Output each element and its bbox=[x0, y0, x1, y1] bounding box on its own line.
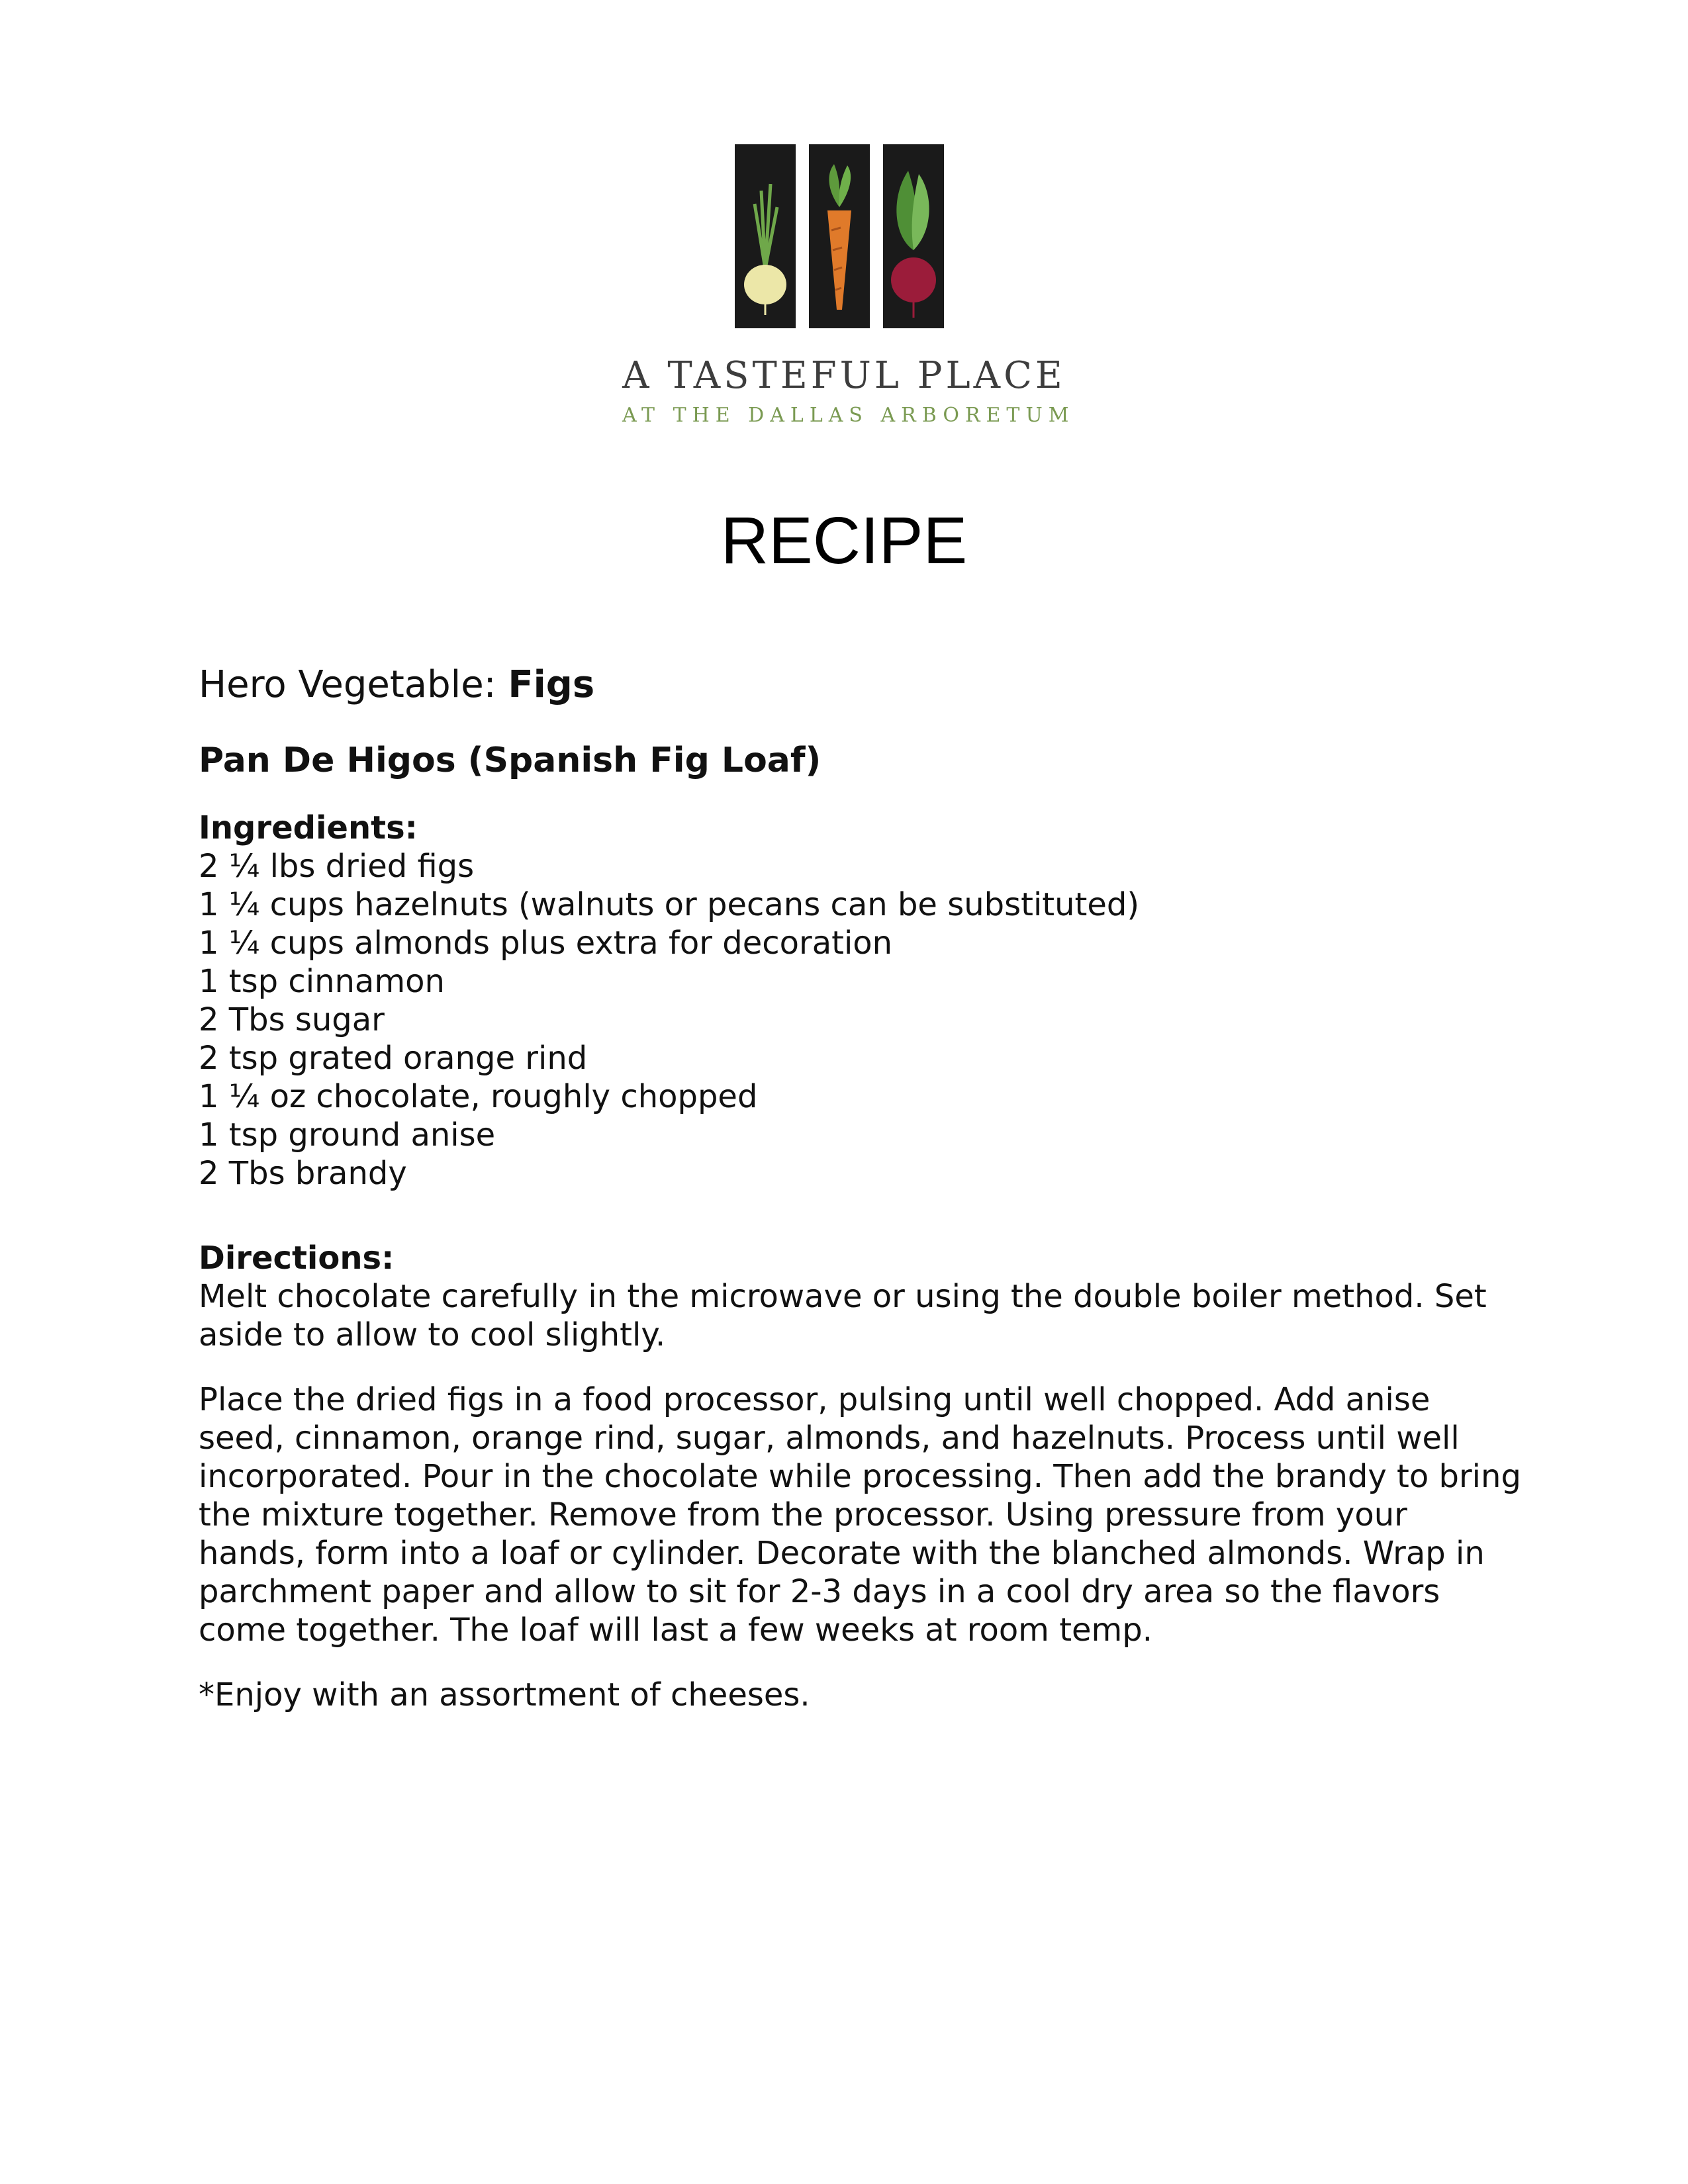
ingredient-item: 1 tsp ground anise bbox=[199, 1116, 496, 1154]
direction-note: *Enjoy with an assortment of cheeses. bbox=[199, 1676, 810, 1713]
direction-step: Place the dried figs in a food processor, pulsing until well chopped. Add anise seed, cinnamon, orange rind, sugar, almonds, and hazelnuts. Process until well incorporated. Pour in the chocolate while processing. Then add the brandy to bring the mixture together. Remove from the processor. Using pressure from your hands, form into a loaf or cylinder. Decorate with the blanched almonds. Wrap in parchment paper and allow to sit for 2-3 days in a cool dry area so the flavors come together. The loaf will last a few weeks at room temp. bbox=[199, 1381, 1521, 1649]
ingredient-item: 1 ¼ cups almonds plus extra for decoration bbox=[199, 925, 893, 962]
hero-label: Hero Vegetable: bbox=[199, 663, 508, 706]
ingredient-item: 2 Tbs sugar bbox=[199, 1001, 385, 1038]
direction-step: Melt chocolate carefully in the microwave or using the double boiler method. Set aside to allow to cool slightly. bbox=[199, 1278, 1487, 1353]
directions-heading: Directions: bbox=[199, 1240, 395, 1277]
ingredient-item: 1 ¼ oz chocolate, roughly chopped bbox=[199, 1078, 758, 1115]
ingredients-list bbox=[199, 847, 1523, 1193]
logo-name: A TASTEFUL PLACE bbox=[622, 354, 1066, 397]
ingredient-item: 2 tsp grated orange rind bbox=[199, 1040, 588, 1077]
ingredient-item: 2 ¼ lbs dried figs bbox=[199, 848, 475, 885]
logo-subtitle: AT THE DALLAS ARBORETUM bbox=[622, 404, 1075, 427]
ingredients-heading: Ingredients: bbox=[199, 809, 418, 846]
ingredient-item: 1 tsp cinnamon bbox=[199, 963, 445, 1000]
ingredient-item: 1 ¼ cups hazelnuts (walnuts or pecans can be substituted) bbox=[199, 886, 1140, 923]
ingredient-item: 2 Tbs brandy bbox=[199, 1155, 407, 1192]
hero-value: Figs bbox=[508, 663, 595, 706]
logo bbox=[735, 144, 953, 330]
recipe-name: Pan De Higos (Spanish Fig Loaf) bbox=[199, 741, 821, 780]
recipe-content bbox=[199, 662, 1523, 1741]
page-title: RECIPE bbox=[720, 504, 968, 578]
vegetables-logo-icon bbox=[735, 144, 953, 330]
hero-vegetable bbox=[199, 662, 1523, 708]
